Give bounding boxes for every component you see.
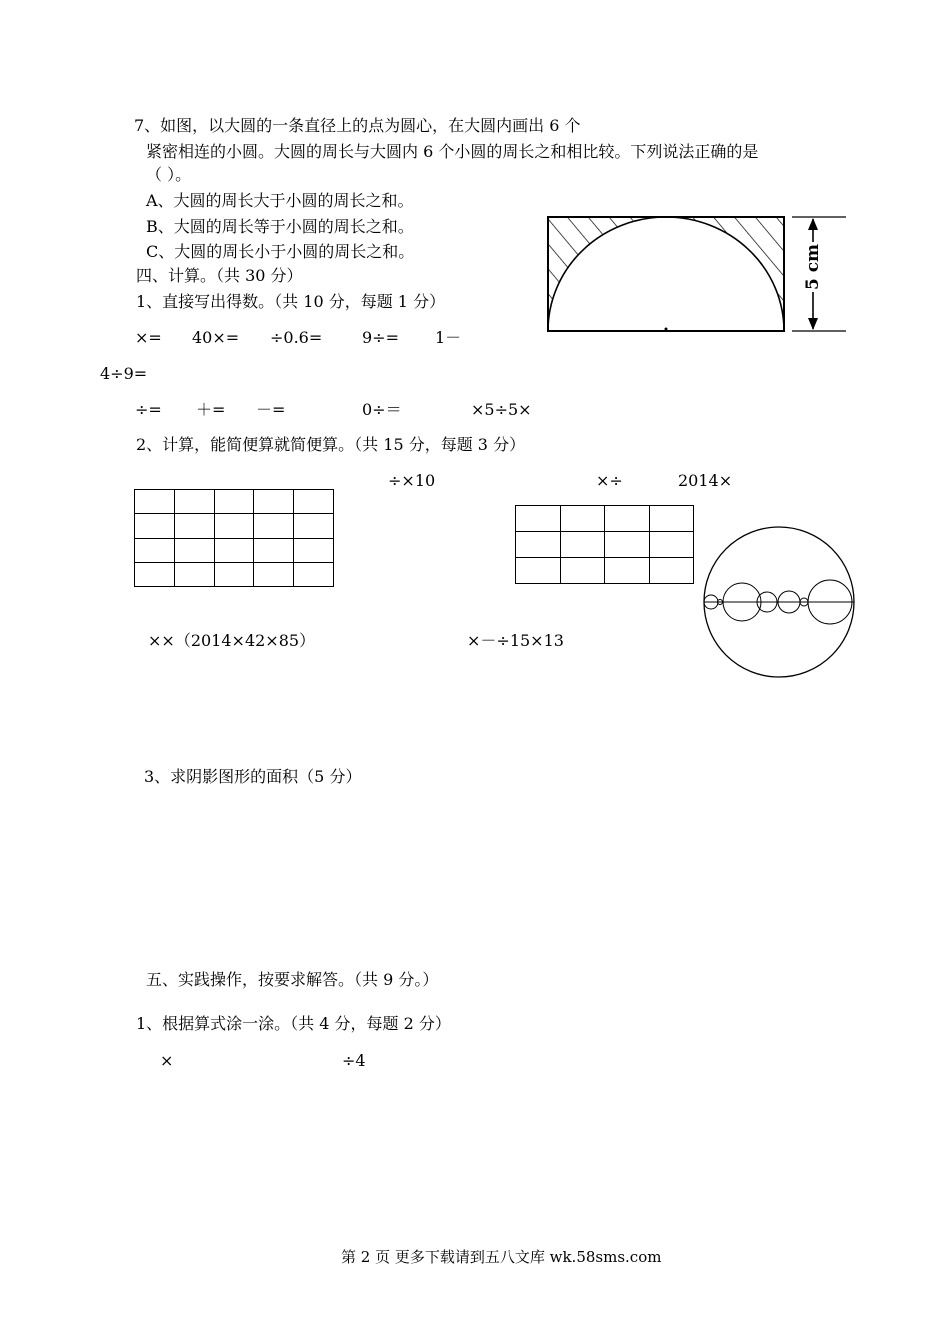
q7-line2: 紧密相连的小圆。大圆的周长与大圆内 6 个小圆的周长之和相比较。下列说法正确的是 xyxy=(146,142,759,161)
oral-calc-item: ÷= xyxy=(135,400,162,419)
page-footer: 第 2 页 更多下载请到五八文库 wk.58sms.com xyxy=(341,1248,662,1266)
calc-expr: ÷×10 xyxy=(388,471,436,490)
shade-expr: ÷4 xyxy=(342,1051,366,1070)
q7-answer-blank: （ ）。 xyxy=(146,165,192,184)
oral-calc-item: ＋= xyxy=(196,400,226,419)
oral-calc-item: －= xyxy=(256,400,286,419)
dimension-label: 5 cm xyxy=(803,243,823,291)
oral-calc-item: ×5÷5× xyxy=(471,400,532,419)
grid-right xyxy=(515,505,694,584)
oral-calc-item: 1－ xyxy=(435,328,462,347)
s4-q1-title: 1、直接写出得数。（共 10 分，每题 1 分） xyxy=(136,292,446,311)
section4-title: 四、计算。（共 30 分） xyxy=(136,266,303,285)
s4-q2-title: 2、计算，能简便算就简便算。（共 15 分，每题 3 分） xyxy=(136,435,526,454)
oral-calc-item: 40×= xyxy=(192,328,240,347)
q7-option-c: C、大圆的周长小于小圆的周长之和。 xyxy=(146,242,415,261)
oral-calc-item: ÷0.6= xyxy=(270,328,323,347)
oral-calc-item: ×= xyxy=(135,328,162,347)
section5-title: 五、实践操作，按要求解答。（共 9 分。） xyxy=(146,970,439,989)
s5-q1-title: 1、根据算式涂一涂。（共 4 分，每题 2 分） xyxy=(136,1014,451,1033)
oral-calc-item: 0÷＝ xyxy=(362,400,402,419)
oral-calc-item-wrap: 4÷9= xyxy=(100,364,148,383)
shade-expr: × xyxy=(160,1051,174,1070)
q7-option-a: A、大圆的周长大于小圆的周长之和。 xyxy=(146,191,414,210)
q7-line1: 7、如图，以大圆的一条直径上的点为圆心，在大圆内画出 6 个 xyxy=(134,116,581,135)
q7-option-b: B、大圆的周长等于小圆的周长之和。 xyxy=(146,217,414,236)
circles-figure xyxy=(700,524,860,680)
s4-q3-title: 3、求阴影图形的面积（5 分） xyxy=(144,767,362,786)
calc-expr: ××（2014×42×85） xyxy=(148,631,316,650)
calc-expr: ×－÷15×13 xyxy=(467,631,564,650)
grid-left xyxy=(134,489,334,587)
calc-expr: ×÷ xyxy=(596,471,623,490)
oral-calc-item: 9÷= xyxy=(362,328,399,347)
calc-expr: 2014× xyxy=(678,471,733,490)
